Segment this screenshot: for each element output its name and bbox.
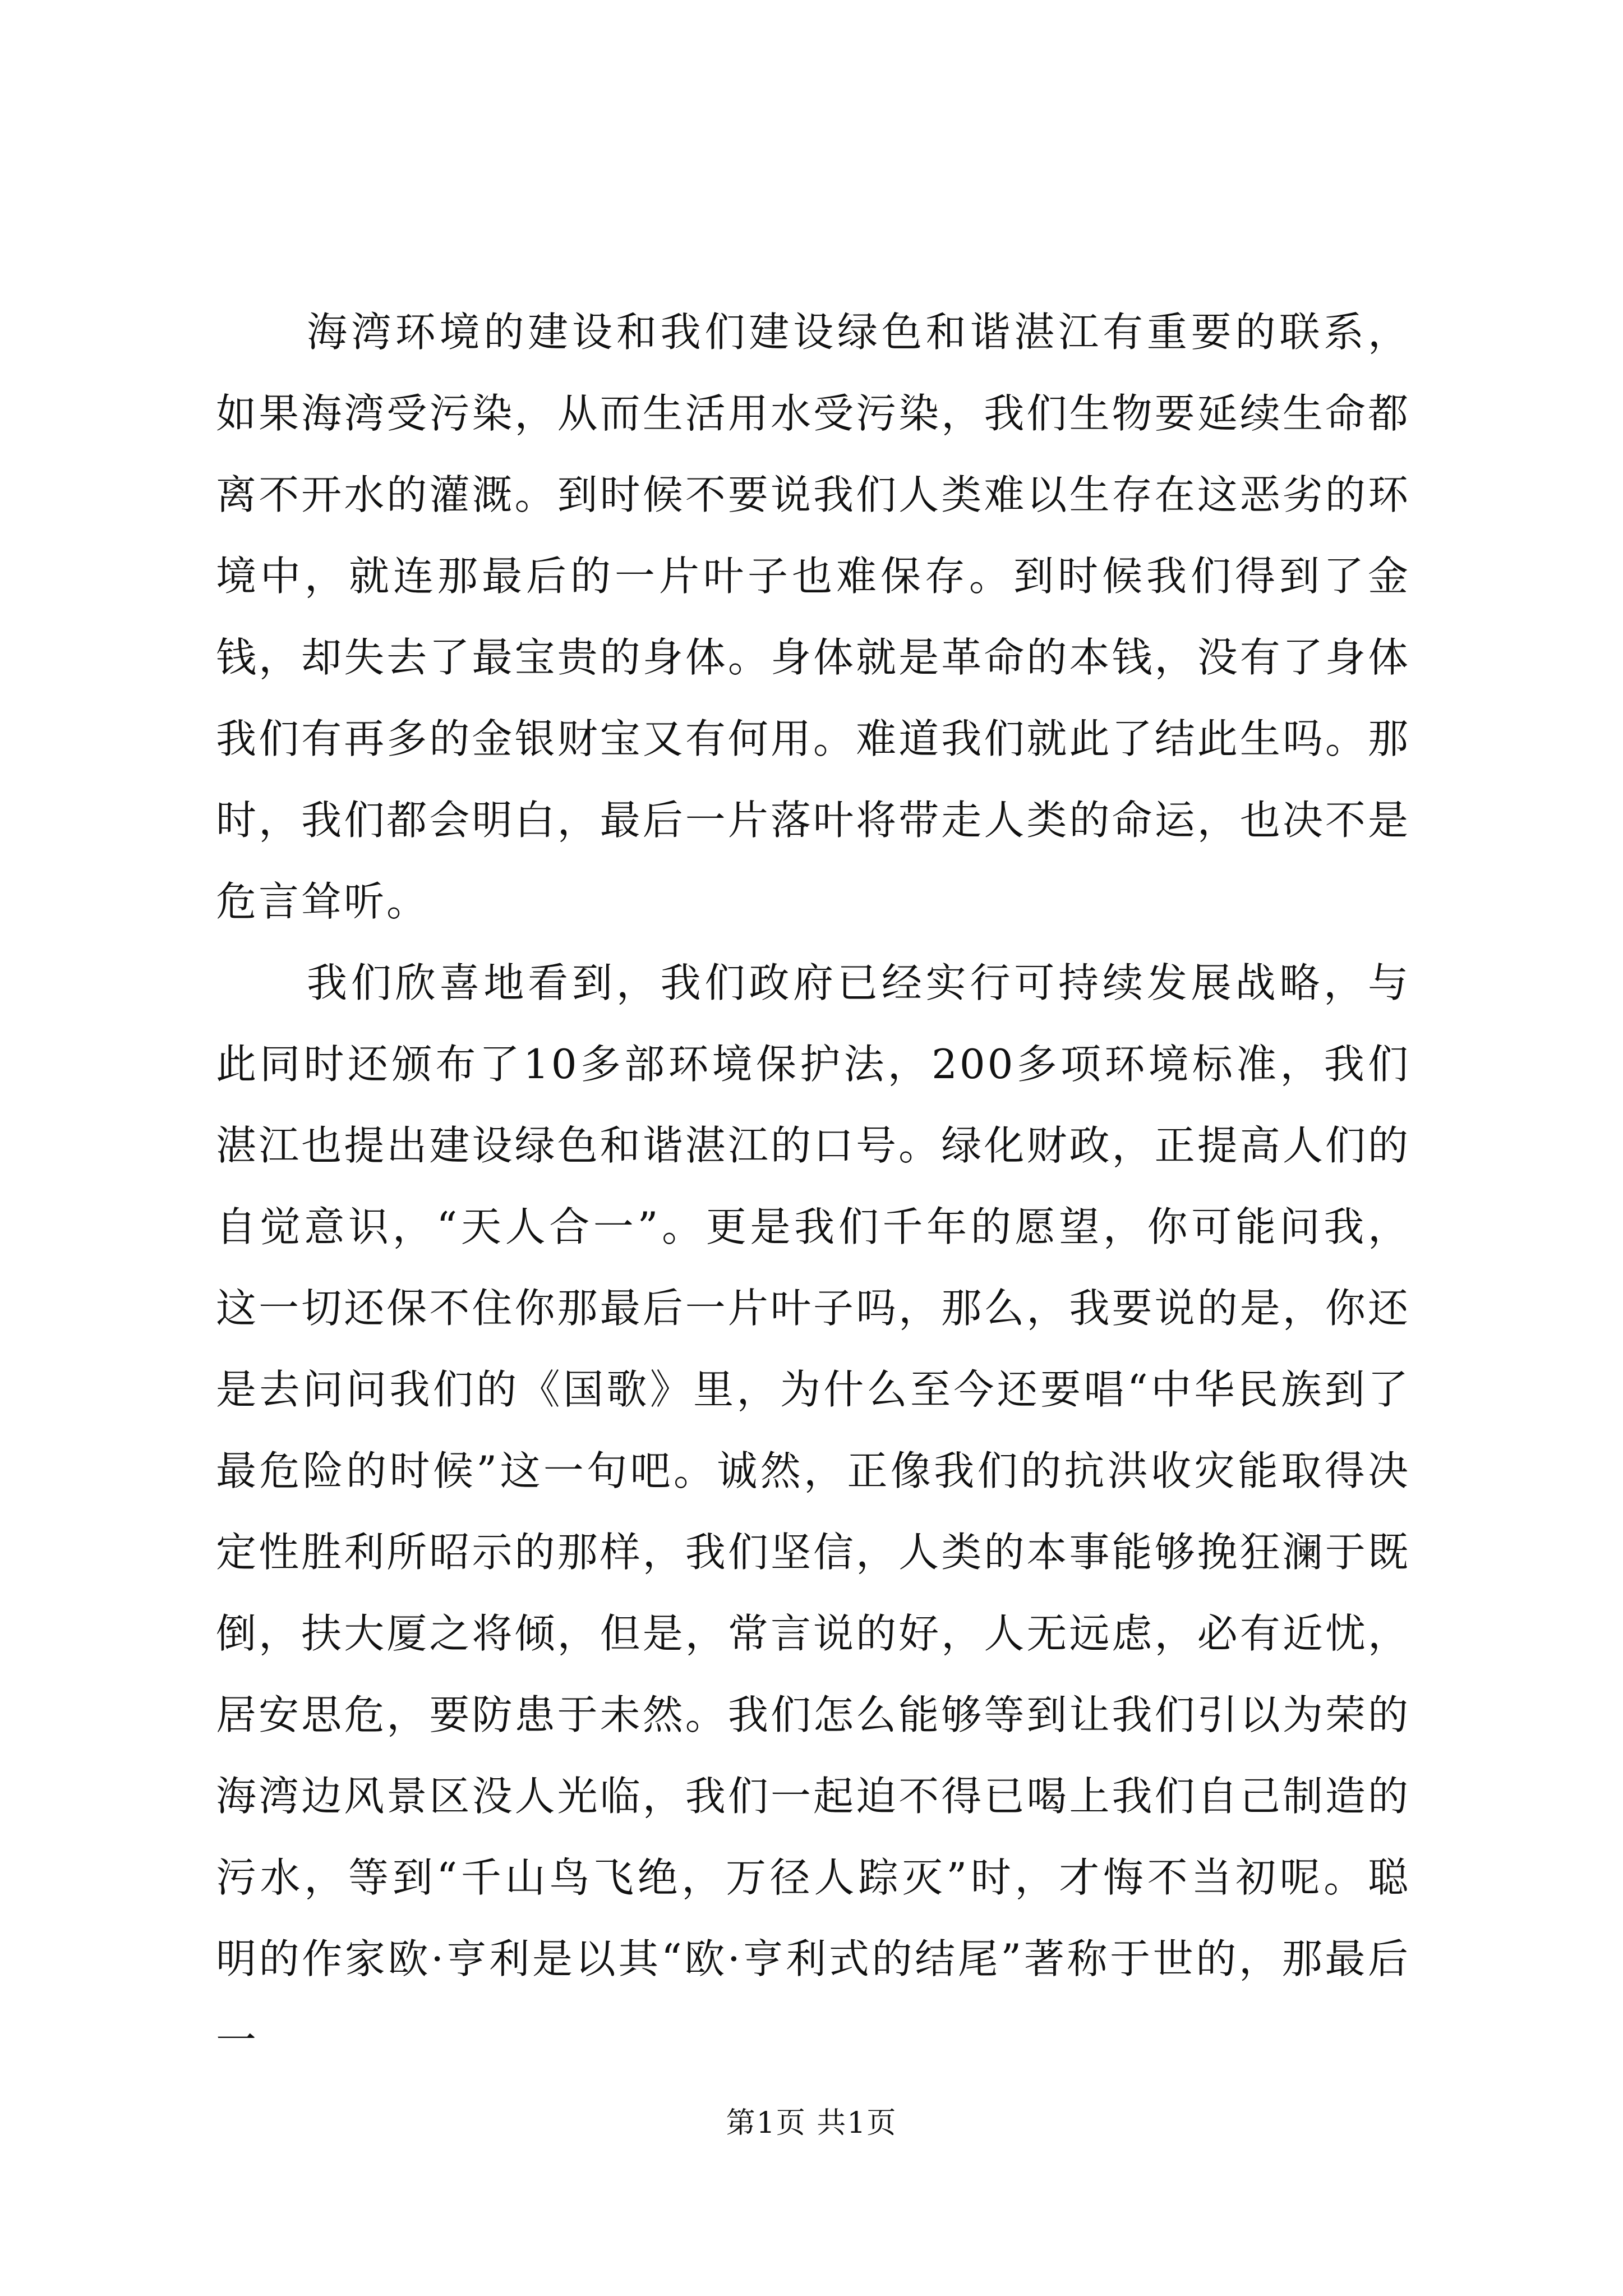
document-body [216,292,1410,2081]
paragraph-1: 海湾环境的建设和我们建设绿色和谐湛江有重要的联系，如果海湾受污染，从而生活用水受污染，我们生物要延续生命都离不开水的灌溉。到时候不要说我们人类难以生存在这恶劣的环境中，就连那最后的一片叶子也难保存。到时候我们得到了金钱，却失去了最宝贵的身体。身体就是革命的本钱，没有了身体我们有再多的金银财宝又有何用。难道我们就此了结此生吗。那时，我们都会明白，最后一片落叶将带走人类的命运，也决不是危言耸听。 [216,309,1410,925]
page-footer: 第1页 共1页 [726,2106,897,2140]
paragraph-2: 我们欣喜地看到，我们政府已经实行可持续发展战略，与此同时还颁布了10多部环境保护法，200多项环境标准，我们湛江也提出建设绿色和谐湛江的口号。绿化财政，正提高人们的自觉意识，“天人合一”。更是我们千年的愿望，你可能问我，这一切还保不住你那最后一片叶子吗，那么，我要说的是，你还是去问问我们的《国歌》里，为什么至今还要唱“中华民族到了最危险的时候”这一句吧。诚然，正像我们的抗洪收灾能取得决定性胜利所昭示的那样，我们坚信，人类的本事能够挽狂澜于既倒，扶大厦之将倾，但是，常言说的好，人无远虑，必有近忧，居安思危，要防患于未然。我们怎么能够等到让我们引以为荣的海湾边风景区没人光临，我们一起迫不得已喝上我们自己制造的污水，等到“千山鸟飞绝，万径人踪灭”时，才悔不当初呢。聪明的作家欧·亨利是以其“欧·亨利式的结尾”著称于世的，那最后一 [216,959,1410,2064]
